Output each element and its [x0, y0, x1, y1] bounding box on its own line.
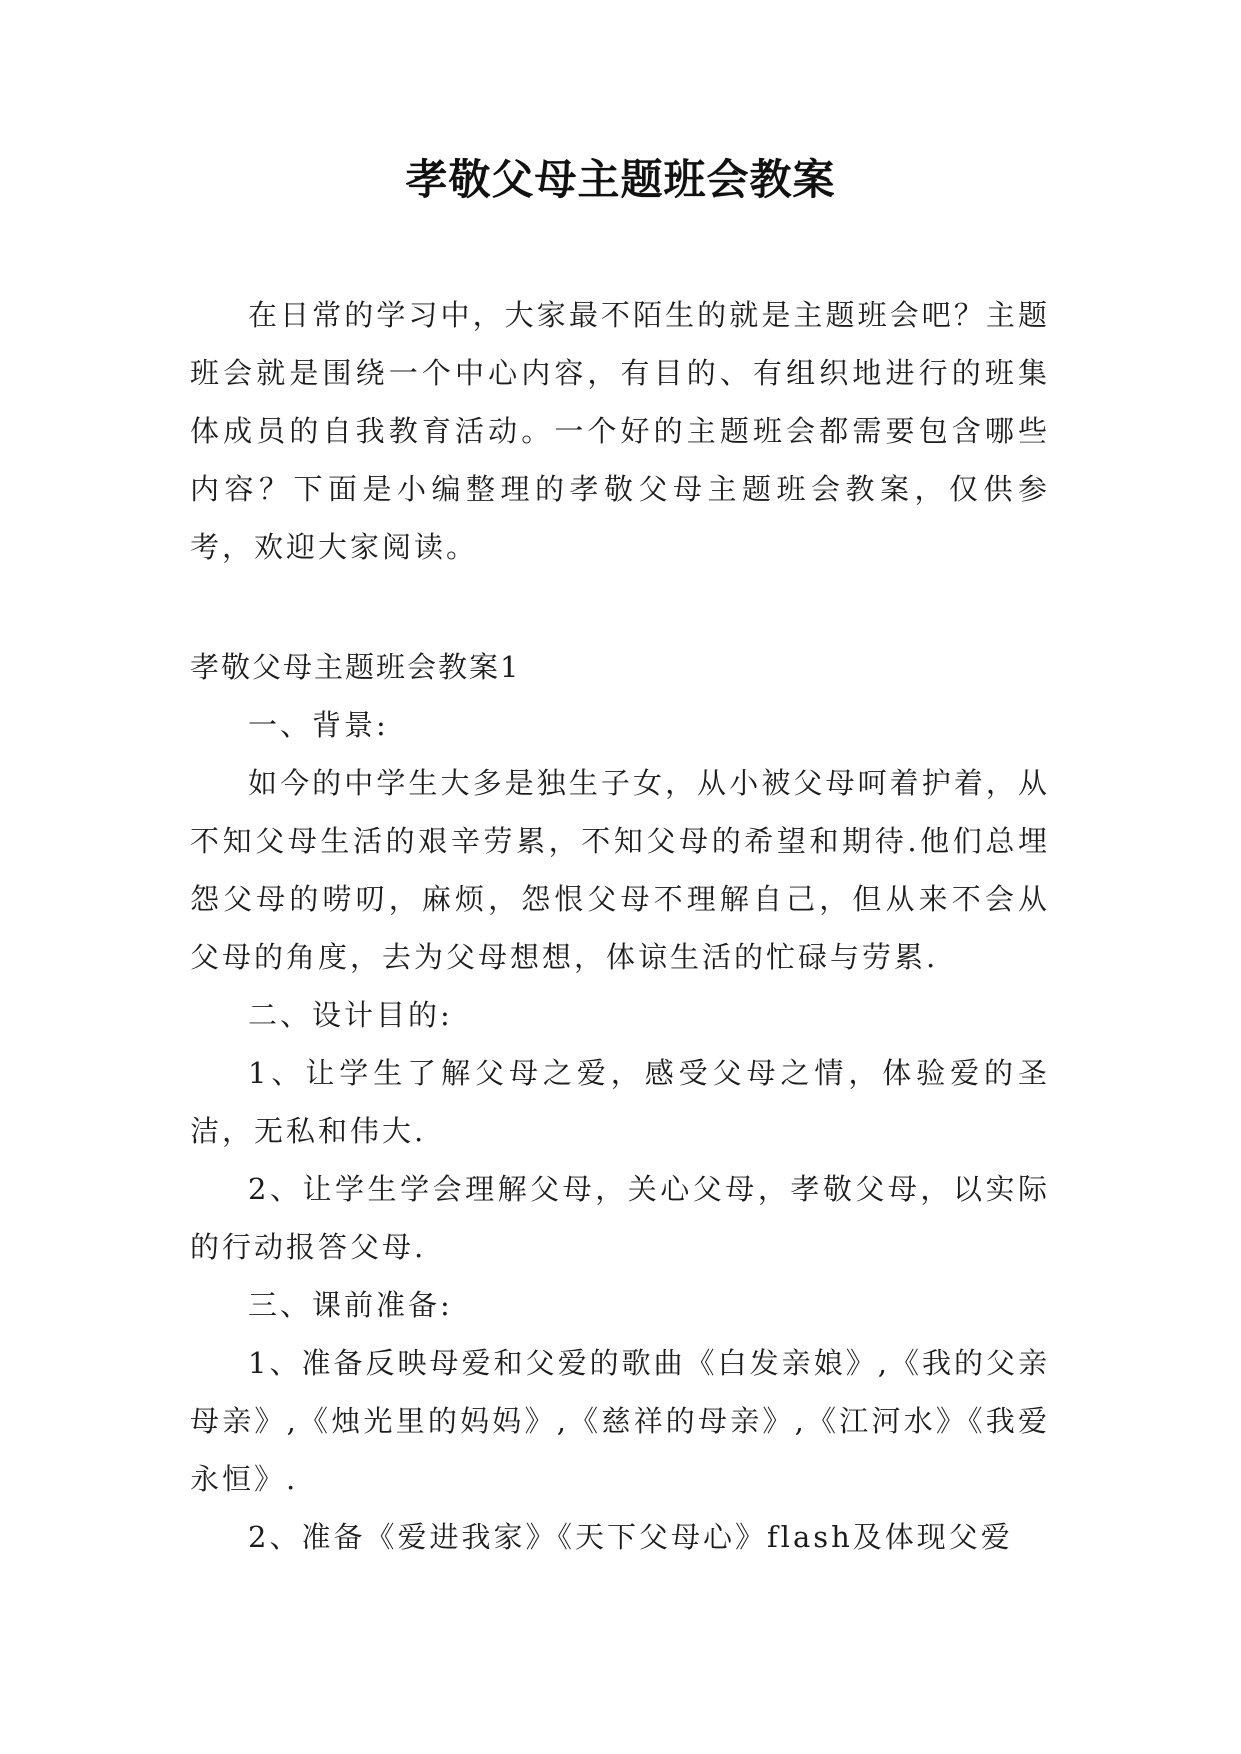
paragraph-background-text: 如今的中学生大多是独生子女，从小被父母呵着护着，从不知父母生活的艰辛劳累，不知父母的希望和期待.他们总埋怨父母的唠叨，麻烦，怨恨父母不理解自己，但从来不会从父母的角度，去为父母想想，体谅生活的忙碌与劳累.: [190, 766, 1050, 974]
document-title: 孝敬父母主题班会教案: [405, 155, 836, 204]
paragraph-goal-2: 2、让学生学会理解父母，关心父母，孝敬父母，以实际的行动报答父母.: [190, 1172, 1050, 1264]
paragraph-goal-1: 1、让学生了解父母之爱，感受父母之情，体验爱的圣洁，无私和伟大.: [190, 1056, 1050, 1148]
section-heading: 孝敬父母主题班会教案1: [190, 650, 521, 684]
paragraph-goals-heading: 二、设计目的:: [248, 998, 453, 1032]
paragraph-background-heading: 一、背景:: [248, 708, 389, 742]
document-body: [190, 286, 1050, 1566]
intro-paragraph: 在日常的学习中，大家最不陌生的就是主题班会吧？主题班会就是围绕一个中心内容，有目的、有组织地进行的班集体成员的自我教育活动。一个好的主题班会都需要包含哪些内容？下面是小编整理的孝敬父母主题班会教案，仅供参考，欢迎大家阅读。: [190, 298, 1050, 564]
paragraph-preparation-2: 2、准备《爱进我家》《天下父母心》flash及体现父爱: [248, 1520, 1013, 1554]
paragraph-preparation-1: 1、准备反映母爱和父爱的歌曲《白发亲娘》,《我的父亲母亲》,《烛光里的妈妈》,《慈祥的母亲》,《江河水》《我爱永恒》.: [190, 1346, 1050, 1496]
paragraph-preparation-heading: 三、课前准备:: [248, 1288, 453, 1322]
